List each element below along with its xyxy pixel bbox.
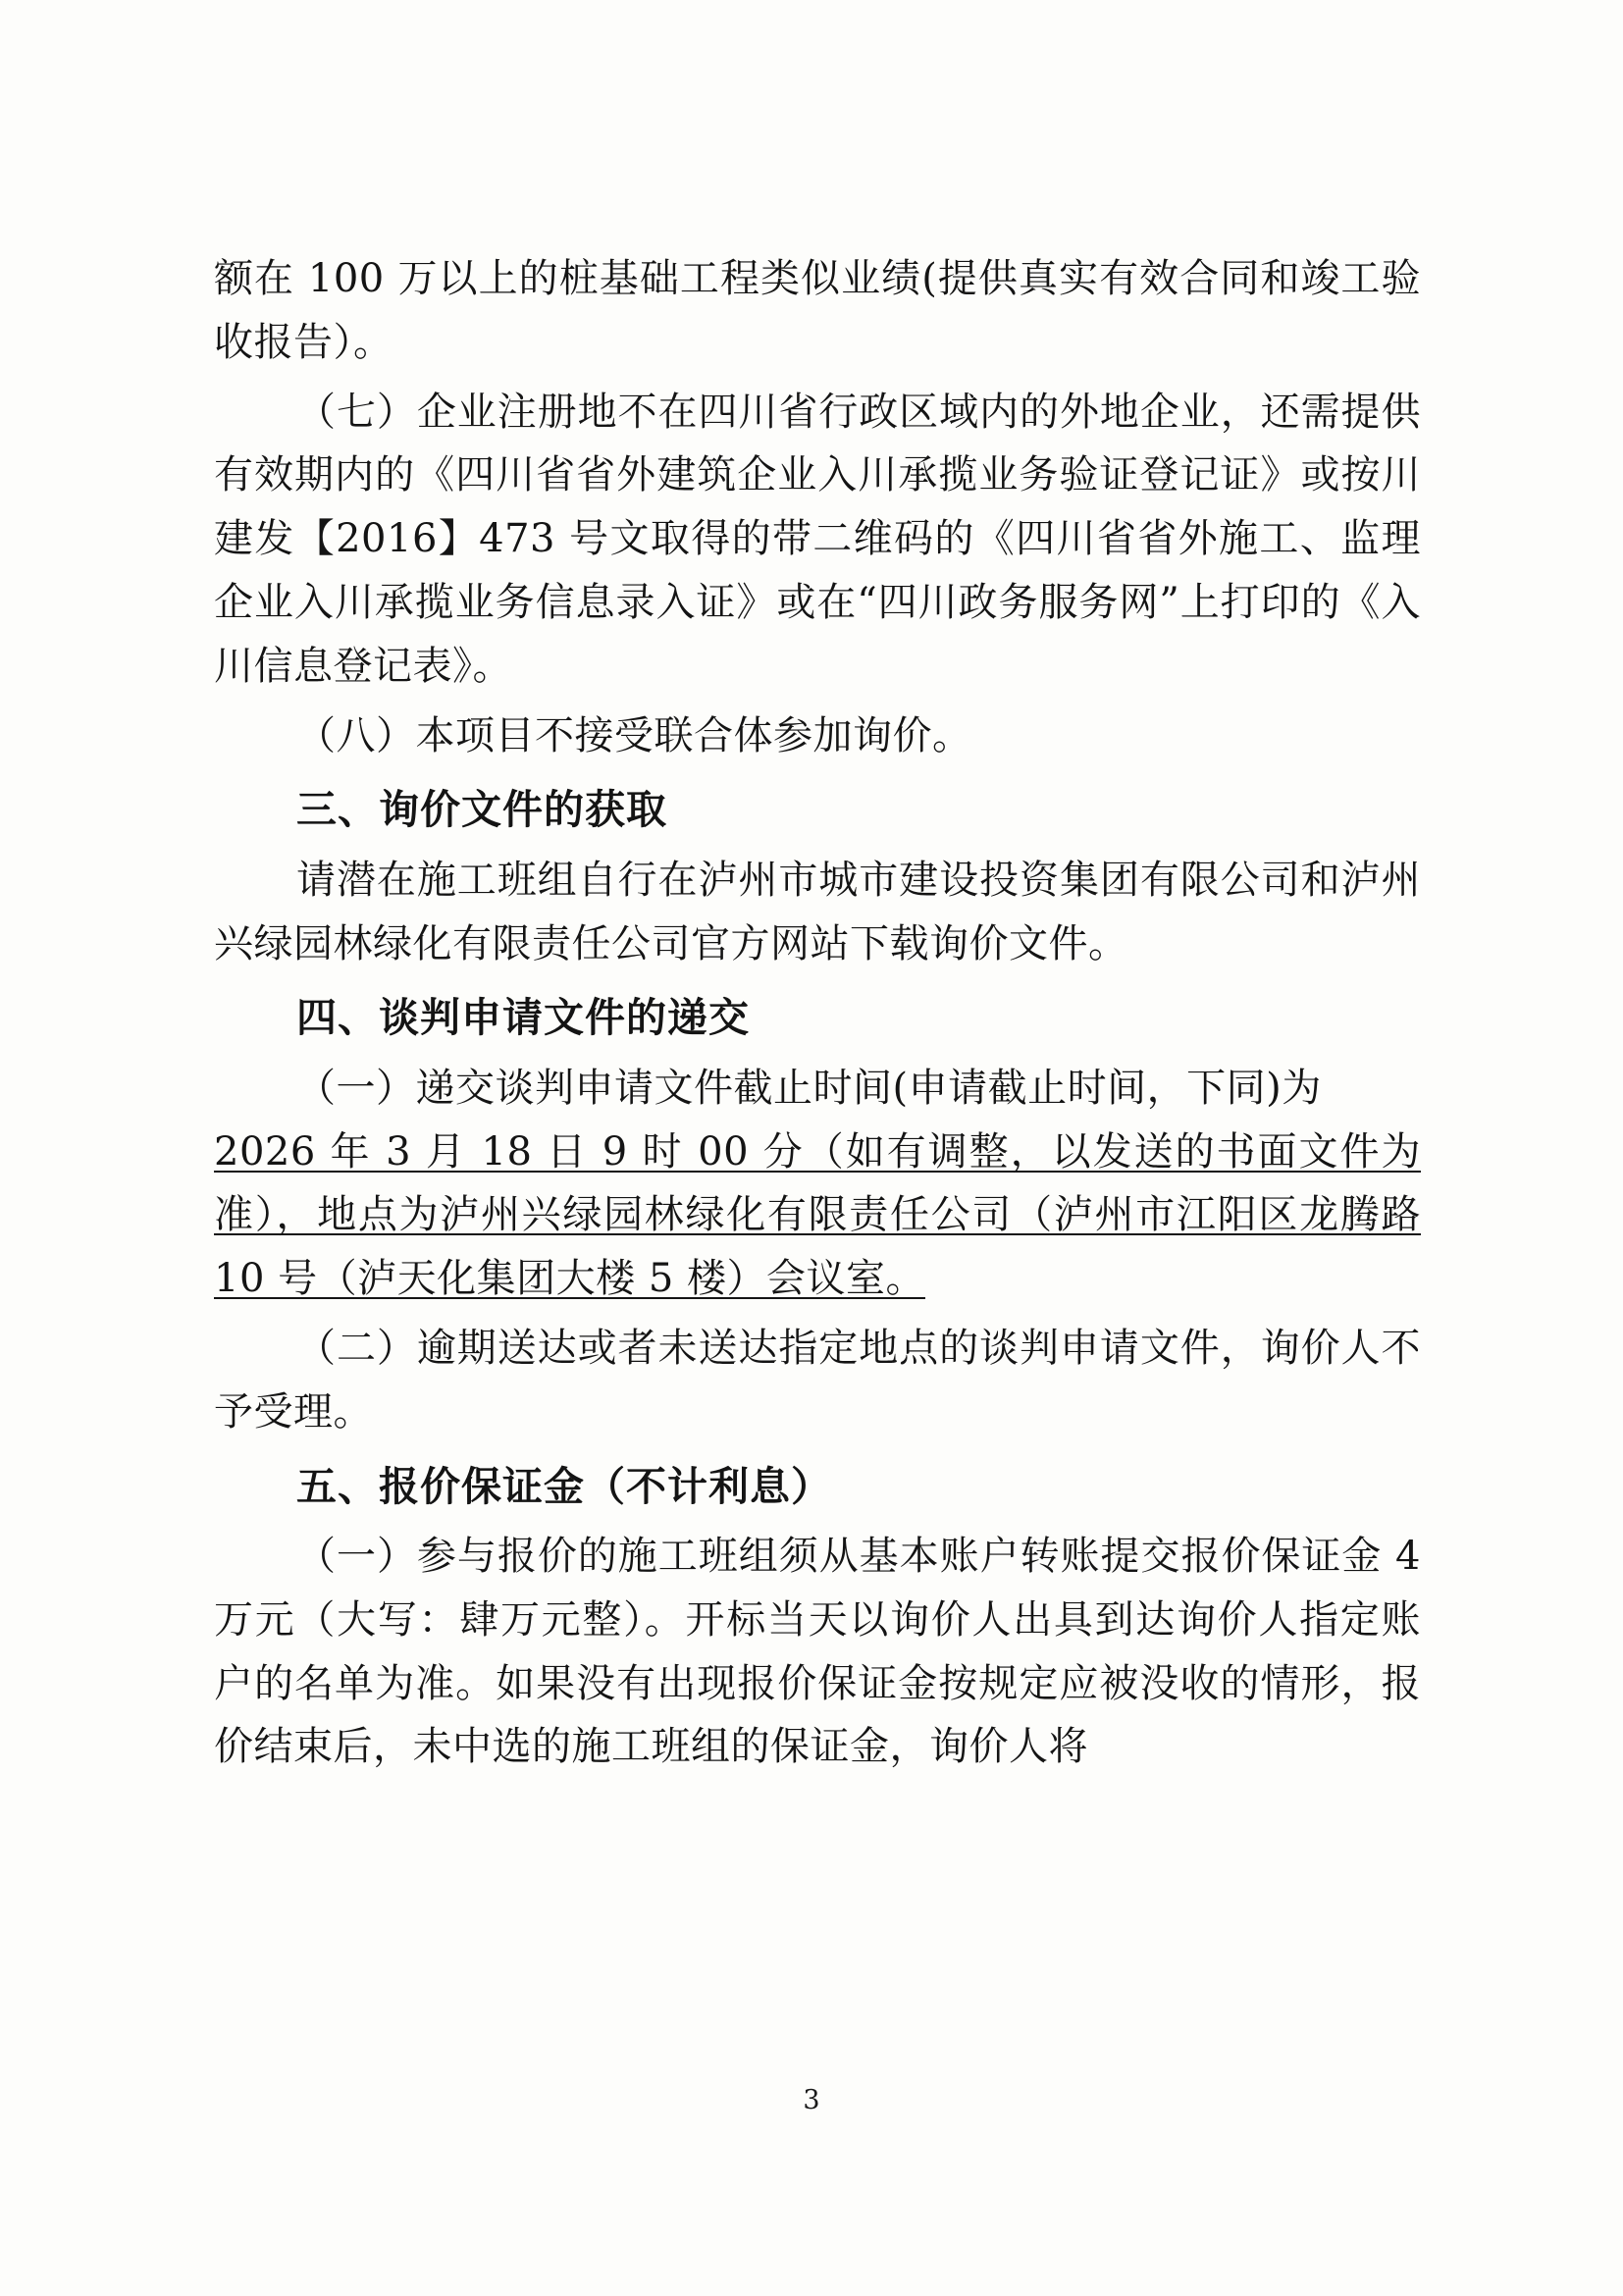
heading-section-four: 四、谈判申请文件的递交 (296, 994, 750, 1042)
paragraph-submission-deadline-lead (214, 1057, 1421, 1121)
submission-deadline-underlined-text: 2026 年 3 月 18 日 9 时 00 分（如有调整，以发送的书面文件为准），地点为泸州兴绿园林绿化有限责任公司（泸州市江阳区龙腾路 10 号（泸天化集团大楼 5 楼）会议室。 (214, 1128, 1421, 1302)
paragraph-item-seven: （七）企业注册地不在四川省行政区域内的外地企业，还需提供有效期内的《四川省省外建筑企业入川承揽业务验证登记证》或按川建发【2016】473 号文取得的带二维码的《四川省省外施工、监理企业入川承揽业务信息录入证》或在“四川政务服务网”上打印的《入川信息登记表》。 (214, 389, 1421, 689)
paragraph-item-eight: （八）本项目不接受联合体参加询价。 (296, 712, 972, 758)
paragraph-document-acquisition: 请潜在施工班组自行在泸州市城市建设投资集团有限公司和泸州兴绿园林绿化有限责任公司官方网站下载询价文件。 (214, 857, 1421, 966)
paragraph-submission-deadline-details (214, 1121, 1421, 1311)
submission-deadline-lead-text: （一）递交谈判申请文件截止时间(申请截止时间，下同)为 (296, 1065, 1322, 1111)
paragraph-continued-qualification: 额在 100 万以上的桩基础工程类似业绩(提供真实有效合同和竣工验收报告）。 (214, 256, 1421, 365)
page-content (214, 247, 1421, 1785)
page-number: 3 (803, 2085, 820, 2115)
heading-section-five: 五、报价保证金（不计利息） (296, 1462, 832, 1510)
heading-section-three: 三、询价文件的获取 (296, 786, 667, 834)
paragraph-late-submission: （二）逾期送达或者未送达指定地点的谈判申请文件，询价人不予受理。 (214, 1325, 1421, 1435)
paragraph-bid-deposit: （一）参与报价的施工班组须从基本账户转账提交报价保证金 4 万元（大写：肆万元整）。开标当天以询价人出具到达询价人指定账户的名单为准。如果没有出现报价保证金按规定应被没收的情形，报价结束后，未中选的施工班组的保证金，询价人将 (214, 1533, 1421, 1770)
